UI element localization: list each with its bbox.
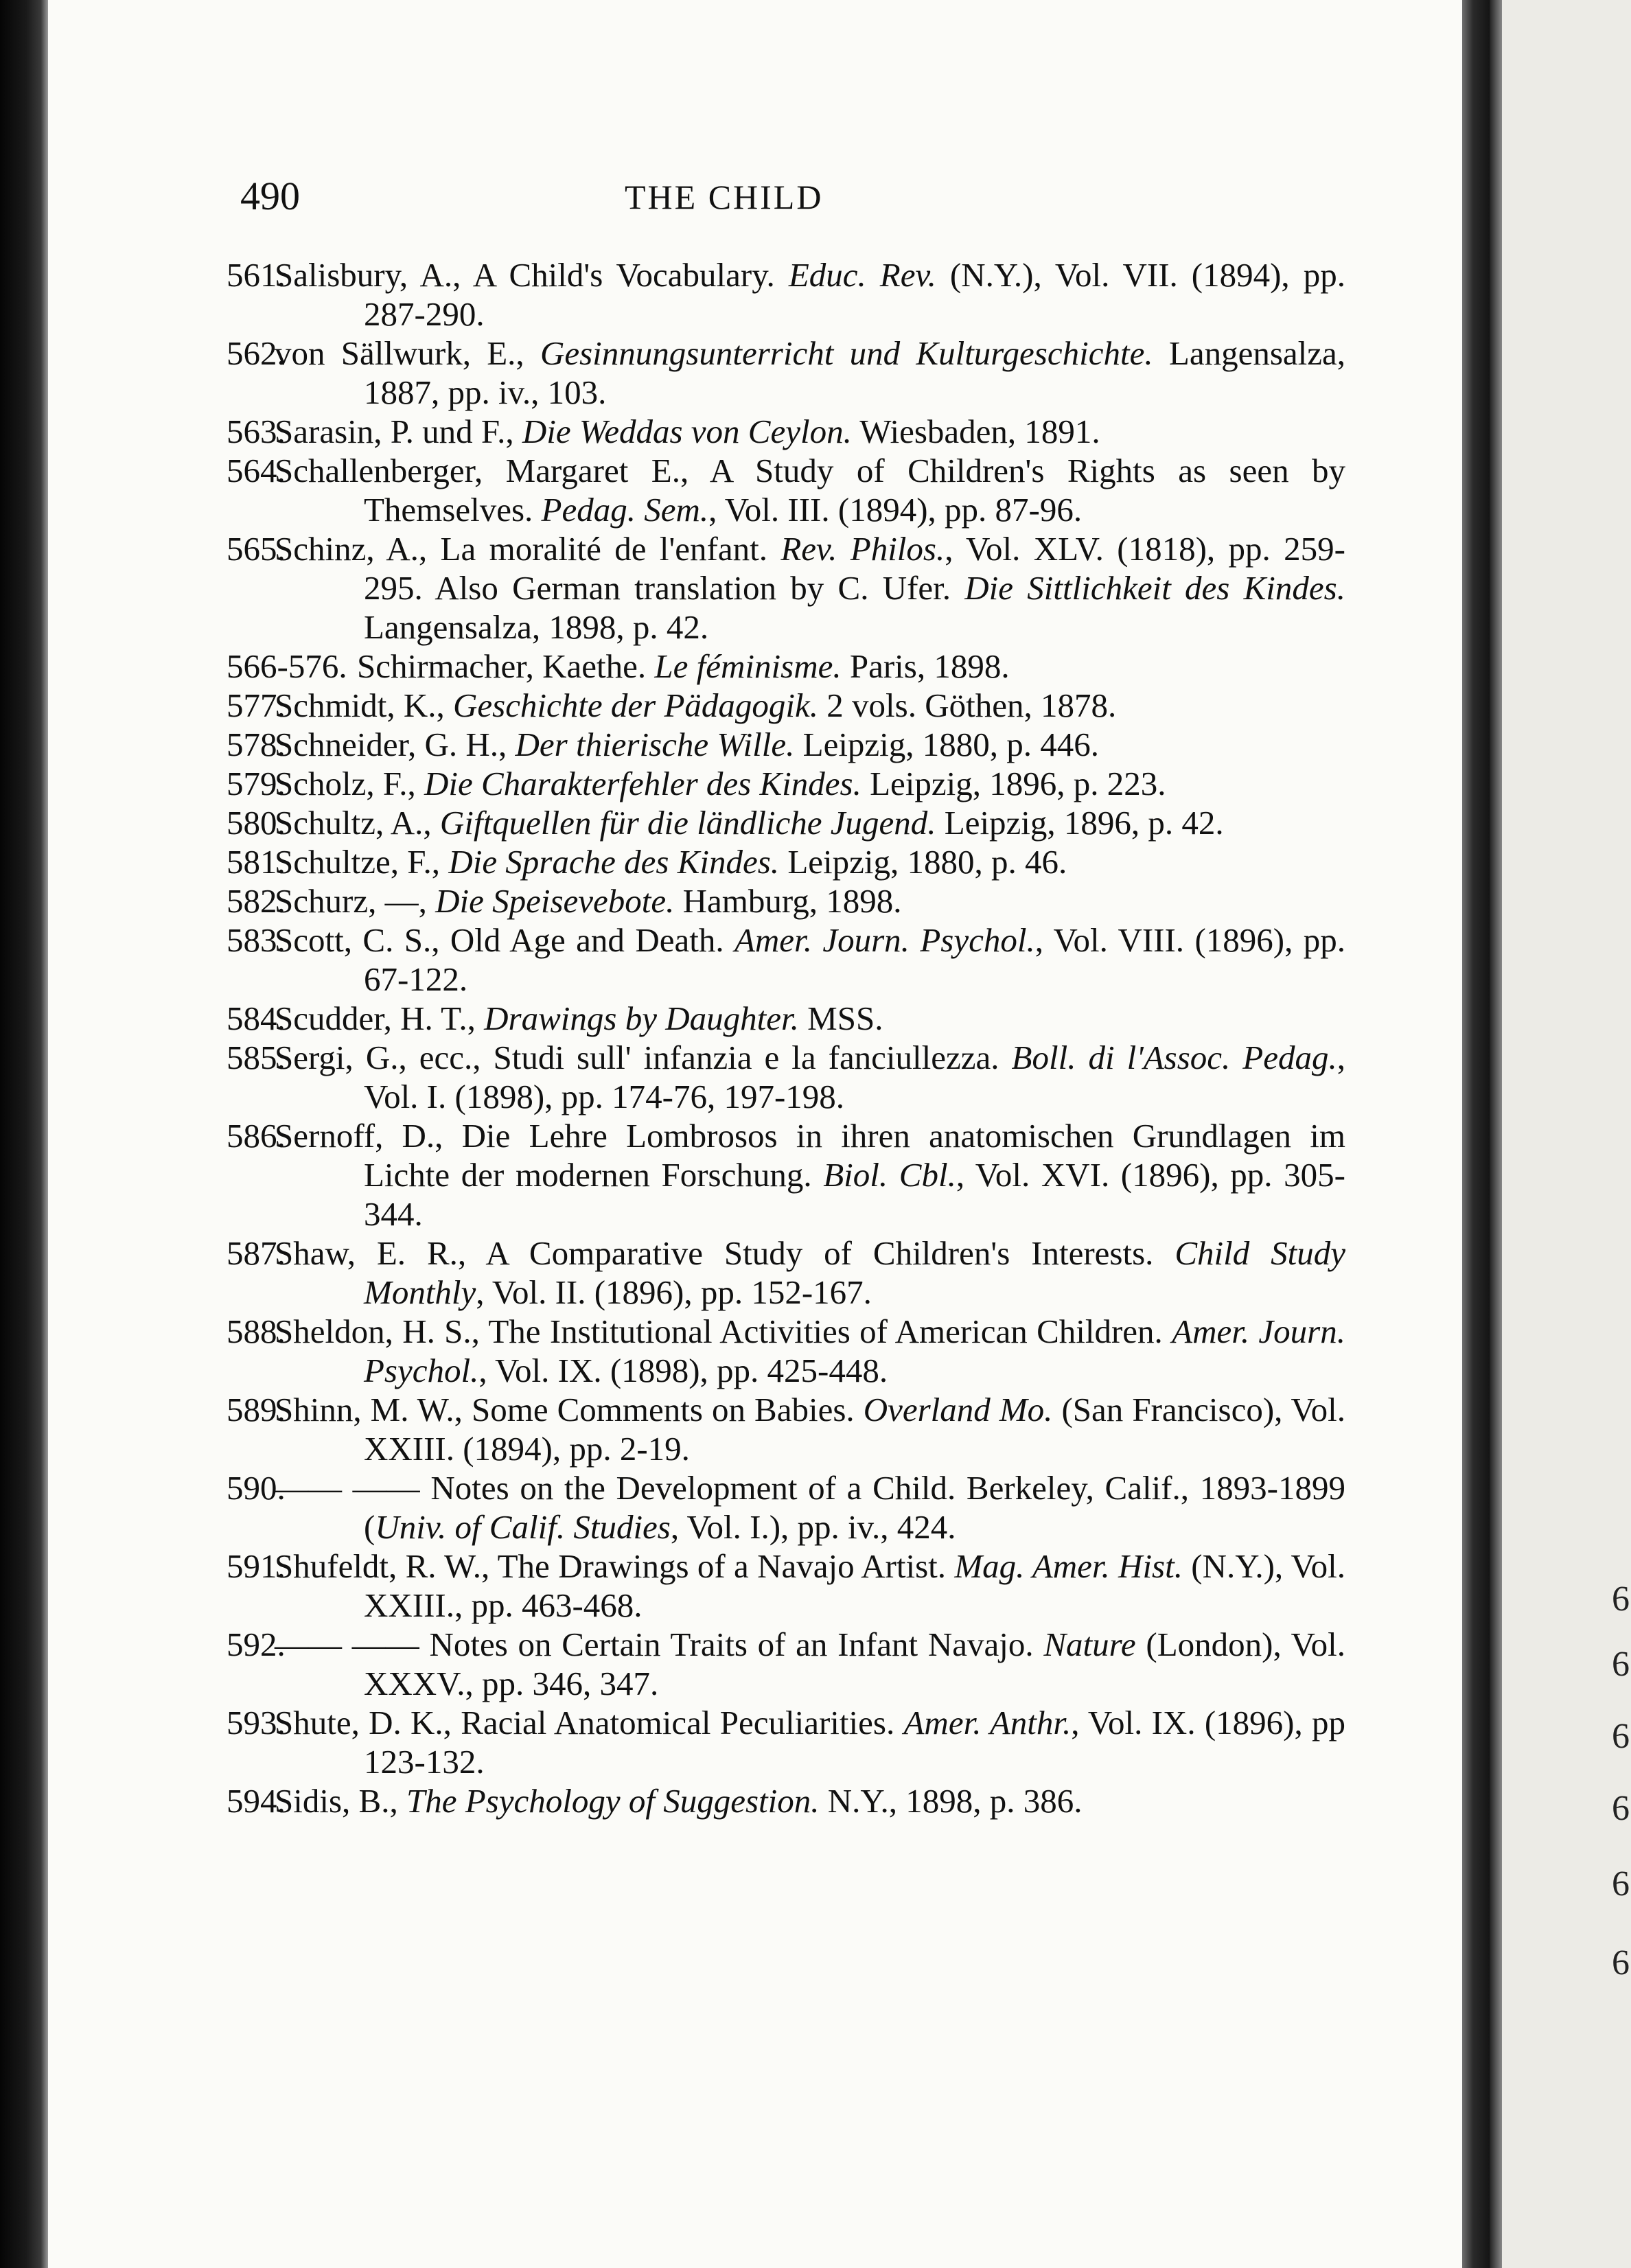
bibliography-entry <box>227 999 1345 1038</box>
entry-number: 581. <box>227 843 286 881</box>
entry-text-segment: Schultze, F., <box>275 843 449 881</box>
entry-text <box>227 1781 1345 1820</box>
entry-text <box>227 686 1345 725</box>
entry-text-segment: , Vol. II. (1896), pp. 152-167. <box>476 1273 872 1311</box>
page-gutter <box>1462 0 1490 2268</box>
bibliography-entry <box>227 1390 1345 1468</box>
entry-title-italic: Drawings by Daughter. <box>484 999 799 1037</box>
entry-text <box>227 764 1345 803</box>
entry-title-italic: Pedag. Sem. <box>541 491 709 529</box>
entry-text-segment: Shinn, M. W., Some Comments on Babies. <box>275 1391 864 1428</box>
entry-text-segment: , Vol. IX. (1898), pp. 425-448. <box>478 1352 888 1389</box>
entry-text-segment: Paris, 1898. <box>841 647 1010 685</box>
entry-text-segment: Schallenberger, Margaret E., A Study of Children's Rights as seen by Themselves. <box>275 452 1345 529</box>
entry-title-italic: Die Sprache des Kindes. <box>448 843 780 881</box>
entry-text <box>227 334 1345 412</box>
entry-number: 577. <box>227 686 286 724</box>
entry-number: 582. <box>227 882 286 920</box>
bibliography-entry <box>227 1312 1345 1390</box>
bibliography-entry <box>227 1703 1345 1781</box>
entry-text <box>227 881 1345 921</box>
entry-title-italic: Die Weddas von Ceylon. <box>522 413 852 450</box>
entry-text-segment: Sidis, B., <box>275 1782 406 1820</box>
bibliography-entry <box>227 803 1345 842</box>
adjacent-page-shadow <box>1490 0 1502 2268</box>
running-title: THE CHILD <box>625 178 824 216</box>
book-spine-shadow <box>0 0 48 2268</box>
entry-title-italic: Die Charakterfehler des Kindes. <box>424 765 861 802</box>
entry-title-italic: Amer. Journ. Psychol. <box>734 921 1035 959</box>
entry-number: 580. <box>227 804 286 842</box>
entry-text <box>227 1234 1345 1312</box>
bibliography-entry <box>227 725 1345 764</box>
entry-number: 565. <box>227 530 286 568</box>
adjacent-page-glyph: 6 <box>1612 1864 1630 1903</box>
entry-text-segment: (San Francisco), Vol. XXIII. (1894), pp. 2-19. <box>364 1391 1345 1468</box>
entry-text-segment: Leipzig, 1896, p. 223. <box>861 765 1166 802</box>
entry-title-italic: Die Speisevebote. <box>435 882 675 920</box>
bibliography-entry <box>227 1625 1345 1703</box>
entry-text-segment: von Sällwurk, E., <box>275 334 540 372</box>
entry-title-italic: Gesinnungsunterricht und Kulturgeschichte. <box>540 334 1153 372</box>
entry-title-italic: Giftquellen für die ländliche Jugend. <box>439 804 936 842</box>
entry-number: 592. <box>227 1625 286 1663</box>
entry-text-segment: (London), Vol. XXXV., pp. 346, 347. <box>364 1625 1345 1702</box>
bibliography-entry <box>227 1116 1345 1234</box>
entry-text-segment: Schultz, A., <box>275 804 440 842</box>
entry-number: 564. <box>227 452 286 489</box>
entry-text-segment: Sergi, G., ecc., Studi sull' infanzia e la fanciullezza. <box>275 1039 1012 1076</box>
entry-number: 583. <box>227 921 286 959</box>
entry-text-segment: Schurz, —, <box>275 882 436 920</box>
entry-text-segment: Shufeldt, R. W., The Drawings of a Navajo Artist. <box>275 1547 955 1585</box>
entry-number: 589. <box>227 1391 286 1428</box>
entry-text-segment: Shaw, E. R., A Comparative Study of Children's Interests. <box>275 1234 1175 1272</box>
entry-text-segment: , Vol. I. (1898), pp. 174-76, 197-198. <box>364 1039 1345 1115</box>
entry-text <box>227 999 1345 1038</box>
bibliography-entry <box>227 842 1345 881</box>
entry-number: 591. <box>227 1547 286 1585</box>
entry-title-italic: Amer. Journ. Psychol. <box>364 1312 1345 1389</box>
entry-text-segment: Langensalza, 1898, p. 42. <box>364 608 709 646</box>
entry-text <box>227 647 1345 686</box>
entry-number: 585. <box>227 1039 286 1076</box>
bibliography-entry <box>227 334 1345 412</box>
entry-text-segment: , Vol. IX. (1896), pp 123-132. <box>364 1704 1345 1781</box>
bibliography-entry <box>227 412 1345 451</box>
adjacent-page-edge <box>1490 0 1631 2268</box>
entry-text-segment: Leipzig, 1896, p. 42. <box>936 804 1224 842</box>
entry-title-italic: Amer. Anthr. <box>903 1704 1072 1741</box>
entry-number: 563. <box>227 413 286 450</box>
bibliography-entry <box>227 686 1345 725</box>
bibliography-entry <box>227 1547 1345 1625</box>
entry-text <box>227 842 1345 881</box>
bibliography-entry <box>227 1468 1345 1547</box>
entry-text-segment: 2 vols. Göthen, 1878. <box>818 686 1117 724</box>
entry-text-segment: Hamburg, 1898. <box>674 882 902 920</box>
bibliography-entry <box>227 1234 1345 1312</box>
entry-title-italic: Educ. Rev. <box>788 256 936 294</box>
entry-text-segment: MSS. <box>798 999 883 1037</box>
entry-text-segment: Leipzig, 1880, p. 46. <box>779 843 1067 881</box>
bibliography-entry <box>227 921 1345 999</box>
bibliography-list <box>227 255 1345 1820</box>
entry-text <box>227 921 1345 999</box>
adjacent-page-glyph: 6 <box>1612 1717 1630 1756</box>
bibliography-entry <box>227 1781 1345 1820</box>
entry-text-segment: Shute, D. K., Racial Anatomical Peculiarities. <box>275 1704 904 1741</box>
entry-text-segment: —— —— Notes on the Development of a Child. Berkeley, Calif., 1893-1899 ( <box>275 1469 1345 1546</box>
entry-text-segment: , Vol. XVI. (1896), pp. 305-344. <box>364 1156 1345 1233</box>
entry-text <box>227 1038 1345 1116</box>
entry-number: 588. <box>227 1312 286 1350</box>
entry-text <box>227 1312 1345 1390</box>
entry-text-segment: , Vol. XLV. (1818), pp. 259-295. Also German translation by C. Ufer. <box>364 530 1345 607</box>
bibliography-entry <box>227 1038 1345 1116</box>
entry-title-italic: Overland Mo. <box>863 1391 1053 1428</box>
entry-text-segment: —— —— Notes on Certain Traits of an Infant Navajo. <box>275 1625 1044 1663</box>
bibliography-entry <box>227 647 1345 686</box>
entry-number: 566-576. <box>227 647 347 685</box>
bibliography-entry <box>227 881 1345 921</box>
entry-title-italic: Univ. of Calif. Studies <box>375 1508 671 1546</box>
bibliography-entry <box>227 764 1345 803</box>
entry-text-segment: N.Y., 1898, p. 386. <box>819 1782 1083 1820</box>
entry-title-italic: Le féminisme. <box>654 647 842 685</box>
entry-text-segment: Scudder, H. T., <box>275 999 485 1037</box>
entry-text-segment: (N.Y.), Vol. VII. (1894), pp. 287-290. <box>364 256 1345 333</box>
entry-number: 586. <box>227 1117 286 1155</box>
entry-text <box>227 1547 1345 1625</box>
entry-text <box>227 1390 1345 1468</box>
entry-text-segment: Schneider, G. H., <box>275 726 516 763</box>
entry-text-segment: Scholz, F., <box>275 765 424 802</box>
entry-text <box>227 803 1345 842</box>
entry-text-segment: Schinz, A., La moralité de l'enfant. <box>275 530 781 568</box>
adjacent-page-glyph: 6 <box>1612 1943 1630 1982</box>
entry-title-italic: Der thierische Wille. <box>515 726 795 763</box>
entry-number: 594. <box>227 1782 286 1820</box>
entry-title-italic: The Psychology of Suggestion. <box>406 1782 820 1820</box>
entry-text <box>227 1116 1345 1234</box>
entry-number: 579. <box>227 765 286 802</box>
entry-number: 561. <box>227 256 286 294</box>
entry-number: 590. <box>227 1469 286 1507</box>
entry-text-segment: Sarasin, P. und F., <box>275 413 522 450</box>
adjacent-page-glyph: 6 <box>1612 1579 1630 1619</box>
entry-text <box>227 1625 1345 1703</box>
entry-title-italic: Geschichte der Pädagogik. <box>452 686 819 724</box>
entry-title-italic: Biol. Cbl. <box>823 1156 956 1194</box>
entry-number: 578. <box>227 726 286 763</box>
entry-text <box>227 529 1345 647</box>
entry-text <box>227 1468 1345 1547</box>
entry-title-italic: Boll. di l'Assoc. Pedag. <box>1011 1039 1337 1076</box>
entry-text-segment: , Vol. I.), pp. iv., 424. <box>670 1508 956 1546</box>
entry-title-italic: Rev. Philos. <box>780 530 945 568</box>
entry-text-segment: , Vol. III. (1894), pp. 87-96. <box>708 491 1083 529</box>
entry-title-italic: Child Study Monthly <box>364 1234 1346 1311</box>
bibliography-entry <box>227 529 1345 647</box>
entry-text-segment: Langensalza, 1887, pp. iv., 103. <box>364 334 1345 411</box>
bibliography-entry <box>227 255 1345 334</box>
entry-text-segment: (N.Y.), Vol. XXIII., pp. 463-468. <box>364 1547 1345 1624</box>
entry-text <box>227 412 1345 451</box>
entry-text-segment: Leipzig, 1880, p. 446. <box>794 726 1100 763</box>
entry-text-segment: Sheldon, H. S., The Institutional Activities of American Children. <box>275 1312 1172 1350</box>
entry-text-segment: , Vol. VIII. (1896), pp. 67-122. <box>364 921 1345 998</box>
entry-text-segment: Sernoff, D., Die Lehre Lombrosos in ihren anatomischen Grundlagen im Lichte der modernen Forschung. <box>275 1117 1345 1194</box>
entry-number: 593. <box>227 1704 286 1741</box>
entry-text-segment: Schmidt, K., <box>275 686 453 724</box>
page-number: 490 <box>240 174 300 218</box>
entry-text <box>227 1703 1345 1781</box>
entry-text-segment: Schirmacher, Kaethe. <box>357 647 655 685</box>
entry-title-italic: Die Sittlichkeit des Kindes. <box>964 569 1345 607</box>
entry-text-segment: Salisbury, A., A Child's Vocabulary. <box>275 256 789 294</box>
entry-text <box>227 451 1345 529</box>
entry-number: 584. <box>227 999 286 1037</box>
entry-text-segment: Scott, C. S., Old Age and Death. <box>275 921 734 959</box>
entry-number: 562. <box>227 334 286 372</box>
entry-title-italic: Mag. Amer. Hist. <box>954 1547 1183 1585</box>
bibliography-entry <box>227 451 1345 529</box>
entry-text <box>227 725 1345 764</box>
entry-text <box>227 255 1345 334</box>
entry-number: 587. <box>227 1234 286 1272</box>
adjacent-page-glyph: 6 <box>1612 1789 1630 1828</box>
entry-text-segment: Wiesbaden, 1891. <box>851 413 1100 450</box>
entry-title-italic: Nature <box>1043 1625 1136 1663</box>
page-header <box>240 173 1339 228</box>
adjacent-page-glyph: 6 <box>1612 1645 1630 1684</box>
